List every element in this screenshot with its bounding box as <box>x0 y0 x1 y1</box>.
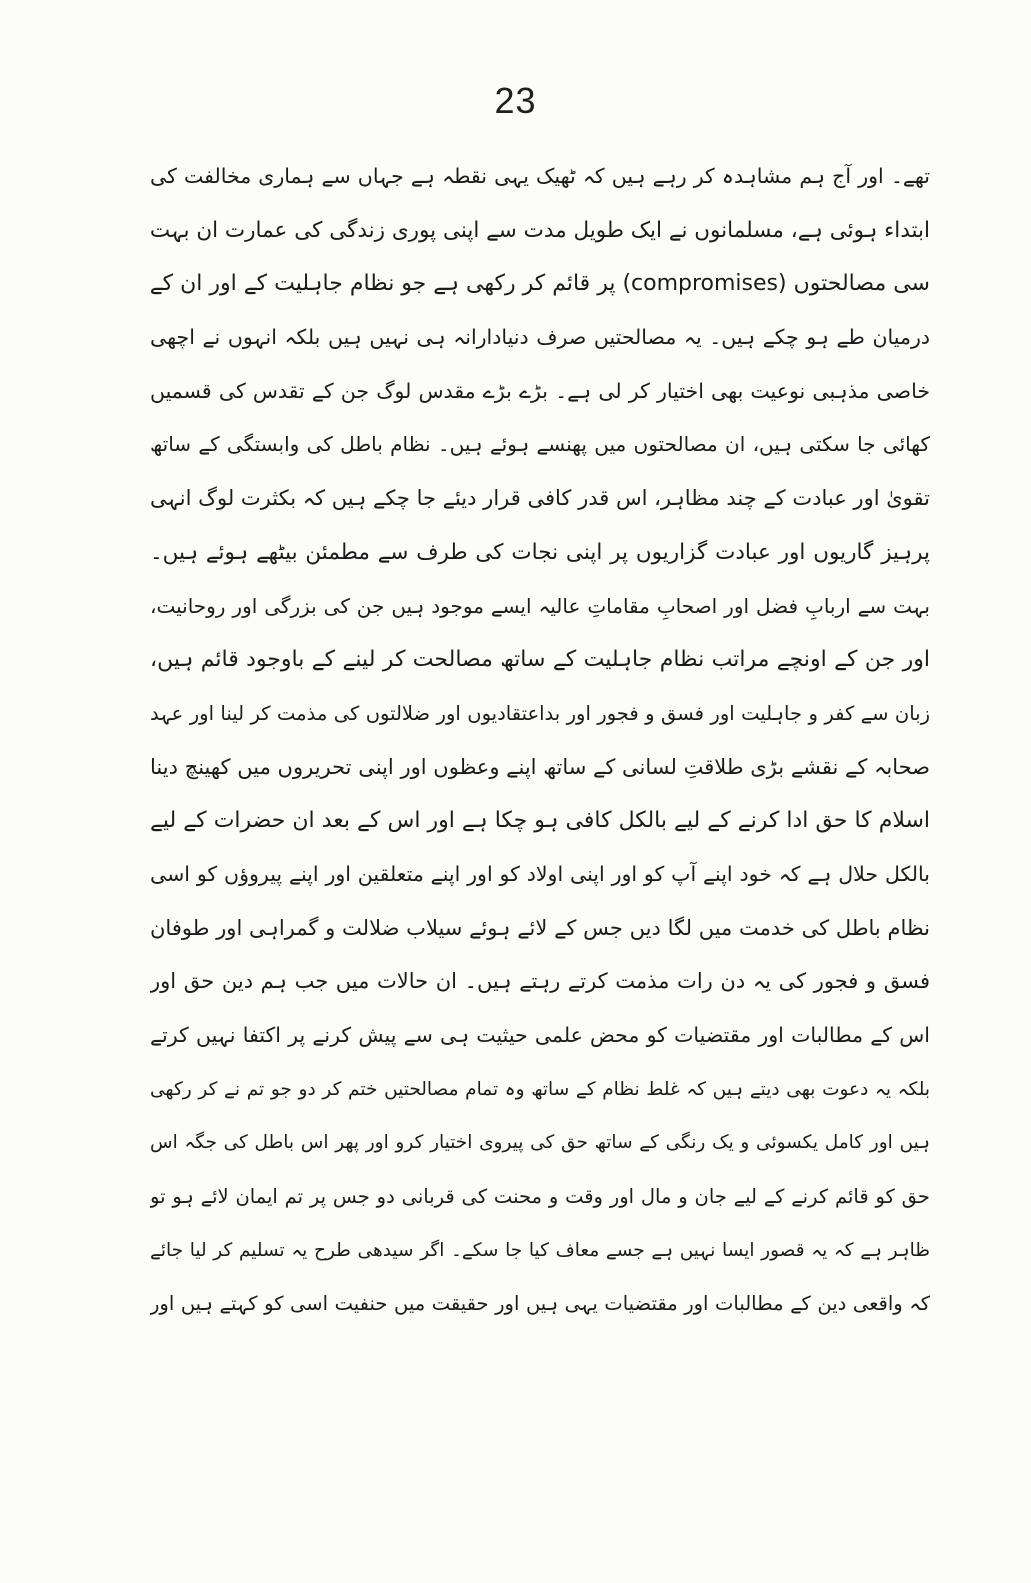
text-line: ابتداء ہوئی ہے، مسلمانوں نے ایک طویل مدت سے اپنی پوری زندگی کی عمارت ان بہت <box>150 217 930 243</box>
text-line: زبان سے کفر و جاہلیت اور فسق و فجور اور بداعتقادیوں اور ضلالتوں کی مذمت کر لینا اور عہد <box>150 701 930 725</box>
text-line: پرہیز گاریوں اور عبادت گزاریوں پر اپنی نجات کی طرف سے مطمئن بیٹھے ہوئے ہیں۔ <box>150 539 930 565</box>
text-line: ظاہر ہے کہ یہ قصور ایسا نہیں ہے جسے معاف کیا جا سکے۔ اگر سیدھی طرح یہ تسلیم کر لیا جائے <box>150 1239 930 1261</box>
text-line: بالکل حلال ہے کہ خود اپنے آپ کو اور اپنی اولاد کو اور اپنے متعلقین اور اپنے پیروؤں کو اسی <box>150 861 930 886</box>
text-line: ہیں اور کامل یکسوئی و یک رنگی کے ساتھ حق کی پیروی اختیار کرو اور پھر اس باطل کی جگہ اس <box>150 1132 930 1154</box>
page-number: 23 <box>494 80 537 121</box>
text-line: درمیان طے ہو چکے ہیں۔ یہ مصالحتیں صرف دنیادارانہ ہی نہیں ہیں بلکہ انہوں نے اچھی <box>150 325 930 350</box>
text-line: صحابہ کے نقشے بڑی طلاقتِ لسانی کے ساتھ اپنے وعظوں اور اپنی تحریروں میں کھینچ دینا <box>150 754 930 779</box>
text-line: اسلام کا حق ادا کرنے کے لیے بالکل کافی ہو چکا ہے اور اس کے بعد ان حضرات کے لیے <box>150 808 930 834</box>
text-line: حق کو قائم کرنے کے لیے جان و مال اور وقت و محنت کی قربانی دو جس پر تم ایمان لائے ہو تو <box>150 1185 930 1209</box>
text-line: سی مصالحتوں (compromises) پر قائم کر رکھی ہے جو نظام جاہلیت کے اور ان کے <box>150 271 930 297</box>
text-line: خاصی مذہبی نوعیت بھی اختیار کر لی ہے۔ بڑے بڑے مقدس لوگ جن کے تقدس کی قسمیں <box>150 378 930 403</box>
text-line: بہت سے اربابِ فضل اور اصحابِ مقاماتِ عالیہ ایسے موجود ہیں جن کی بزرگی اور روحانیت، <box>150 593 930 618</box>
text-line: کھائی جا سکتی ہیں، ان مصالحتوں میں پھنسے ہوئے ہیں۔ نظام باطل کی وابستگی کے ساتھ <box>150 432 930 457</box>
text-line: نظام باطل کی خدمت میں لگا دیں جس کے لائے ہوئے سیلاب ضلالت و گمراہی اور طوفان <box>150 915 930 940</box>
text-line: فسق و فجور کی یہ دن رات مذمت کرتے رہتے ہیں۔ ان حالات میں جب ہم دین حق اور <box>150 969 930 994</box>
text-line: کہ واقعی دین کے مطالبات اور مقتضیات یہی ہیں اور حقیقت میں حنفیت اسی کو کہتے ہیں اور <box>150 1292 930 1316</box>
text-line: تھے۔ اور آج ہم مشاہدہ کر رہے ہیں کہ ٹھیک یہی نقطہ ہے جہاں سے ہماری مخالفت کی <box>150 164 930 188</box>
urdu-text-block <box>150 150 930 1331</box>
text-line: بلکہ یہ دعوت بھی دیتے ہیں کہ غلط نظام کے ساتھ وہ تمام مصالحتیں ختم کر دو جو تم نے کر رکھی <box>150 1078 930 1100</box>
text-line: اس کے مطالبات اور مقتضیات کو محض علمی حیثیت ہی سے پیش کرنے پر اکتفا نہیں کرتے <box>150 1023 930 1047</box>
text-line: اور جن کے اونچے مراتب نظام جاہلیت کے ساتھ مصالحت کر لینے کے باوجود قائم ہیں، <box>150 647 930 673</box>
text-line: تقویٰ اور عبادت کے چند مظاہر، اس قدر کافی قرار دیئے جا چکے ہیں کہ بکثرت لوگ انہی <box>150 486 930 511</box>
